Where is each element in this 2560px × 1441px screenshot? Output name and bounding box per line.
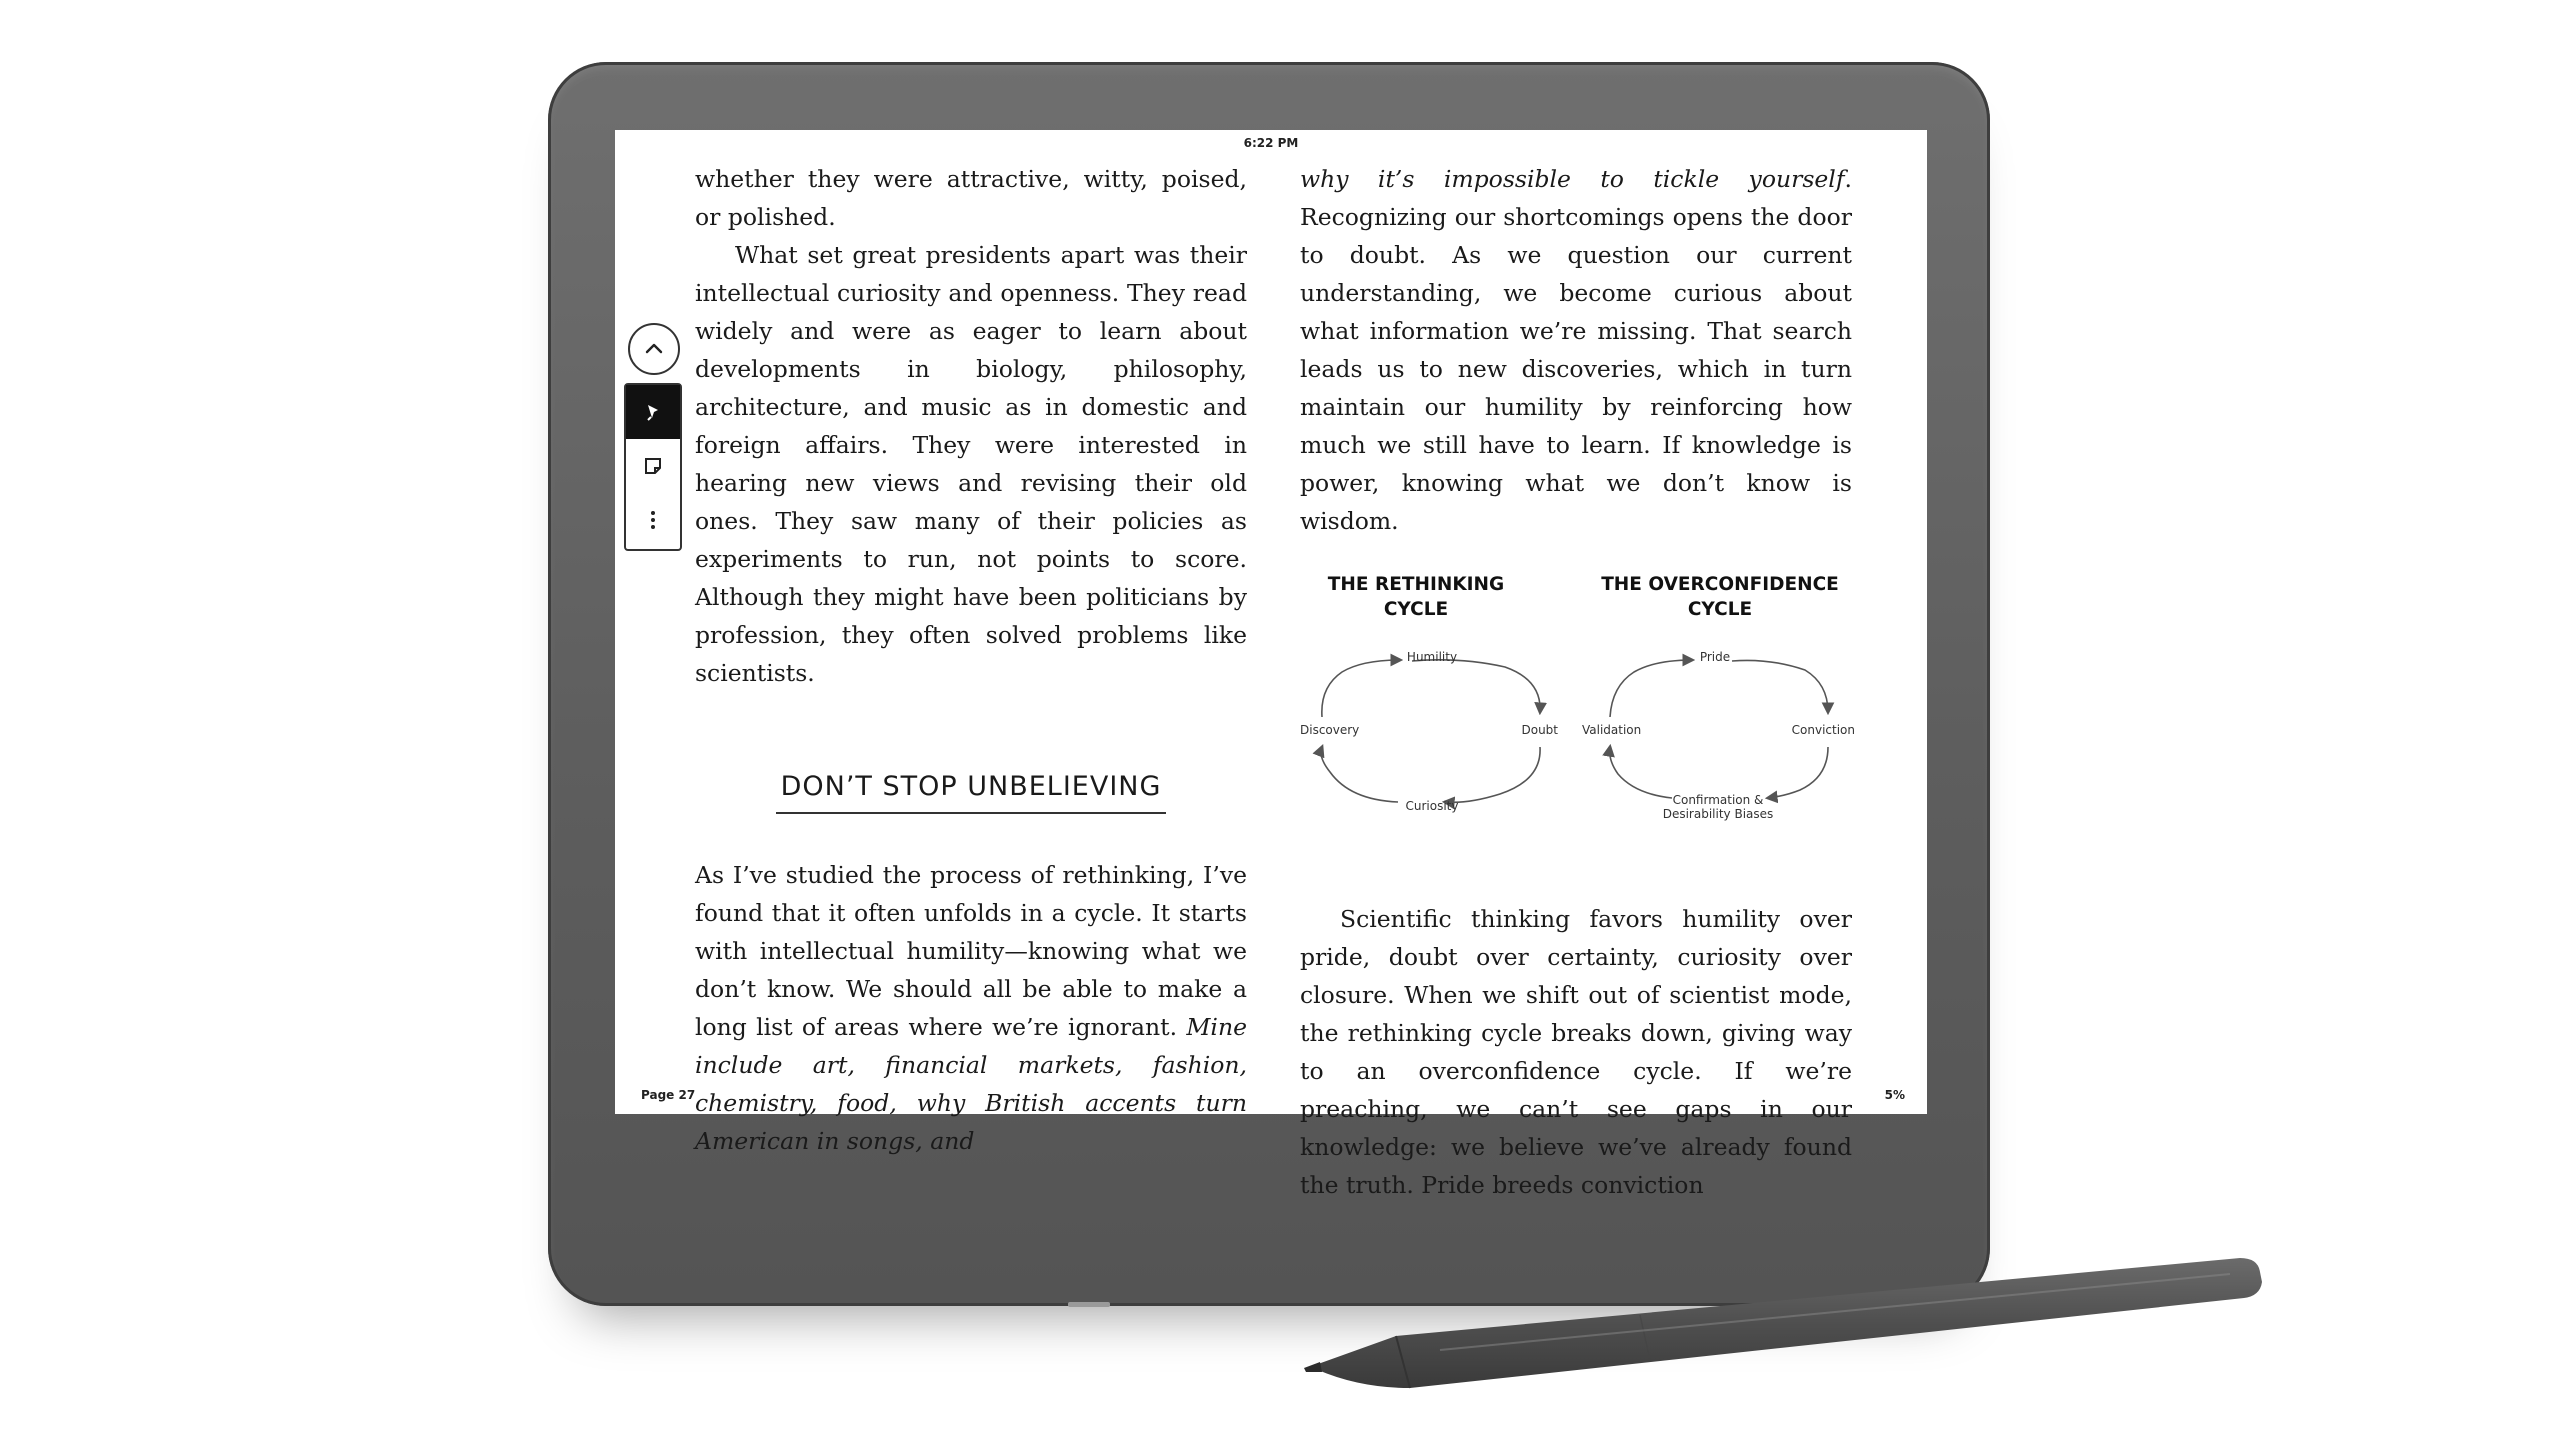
device-port [1068,1302,1110,1307]
cycle-diagrams-graphic [1300,562,1860,894]
cycle-arrow [1321,747,1398,802]
node-humility: Humility [1406,650,1458,664]
paragraph: What set great presidents apart was their intellectual curiosity and openness. They read widely and were as eager to learn about developments in biology, philosophy, architecture, and music as in domestic and foreign affairs. They were interested in hearing new views and revising their old ones. They saw many of their policies as experiments to run, not points to score. Although they might have been politicians by profession, they often solved problems like scientists. [695,241,1247,687]
scroll-up-button[interactable] [628,323,680,375]
cycle-arrow [1610,660,1692,717]
paragraph-text: . Recognizing our shortcomings opens the door to doubt. As we question our current understanding, we become curious about what information we’re missing. That search leads us to new discoveries, which in turn maintain our humility by reinforcing how much we still have to learn. If knowledge is power, knowing what we don’t know is wisdom. [1300,165,1852,535]
cycle-arrow [1768,747,1828,798]
paragraph [1300,160,1852,540]
cycle-arrow [1445,747,1540,802]
node-conviction: Conviction [1791,723,1855,737]
rethinking-cycle [1300,650,1558,813]
diagram-title-line: CYCLE [1383,599,1449,620]
left-page-column [695,160,1247,1160]
paragraph-text: As I’ve studied the process of rethinking, I’ve found that it often unfolds in a cycle. It starts with intellectual humility—knowing what we don’t know. We should all be able to make a long list of areas where we’re ignorant. [695,861,1247,1041]
cycle-arrow [1412,660,1540,712]
node-validation: Validation [1582,723,1642,737]
node-discovery: Discovery [1300,723,1360,737]
paragraph-italic-text: Mine include art, financial markets, fashion, chemistry, food, why British accents turn American in songs, and [695,1013,1247,1155]
pen-tool-button[interactable] [626,385,680,439]
node-biases: Desirability Biases [1662,807,1774,821]
reading-progress: 5% [1884,1088,1905,1102]
pen-icon [642,401,664,423]
paragraph [695,856,1247,1160]
cycle-diagram [1300,562,1855,894]
reader-screen[interactable] [615,130,1927,1199]
diagram-title-line: THE OVERCONFIDENCE [1601,574,1839,595]
paragraph-italic-text: why it’s impossible to tickle yourself [1300,165,1845,193]
overconfidence-cycle [1582,650,1855,821]
right-page-column [1300,160,1855,1204]
status-clock: 6:22 PM [1243,136,1299,150]
node-pride: Pride [1699,650,1731,664]
more-vertical-icon [648,508,658,532]
section-heading: DON’T STOP UNBELIEVING [776,768,1166,814]
node-doubt: Doubt [1521,723,1558,737]
cycle-arrow [1732,660,1828,712]
page-number: Page 27 [641,1088,696,1102]
annotation-toolbar [624,323,684,551]
diagram-title-line: THE RETHINKING [1327,574,1505,595]
sticky-note-icon [642,455,664,477]
paragraph: whether they were attractive, witty, poised, or polished. [695,165,1247,231]
paragraph: Scientific thinking favors humility over pride, doubt over certainty, curiosity over closure. When we shift out of scientist mode, the rethinking cycle breaks down, giving way to an overconfidence cycle. If we’re preaching, we can’t see gaps in our knowledge: we believe we’ve already found the truth. Pride breeds conviction [1300,905,1852,1199]
cycle-arrow [1322,660,1400,717]
diagram-title-line: CYCLE [1687,599,1753,620]
chevron-up-icon [642,337,666,361]
node-biases: Confirmation & [1672,793,1764,807]
node-curiosity: Curiosity [1405,799,1459,813]
cycle-arrow [1610,747,1672,798]
stylus-pen [1300,1240,2280,1420]
toolbar-panel [624,383,682,551]
sticky-note-button[interactable] [626,439,680,493]
more-options-button[interactable] [626,493,680,547]
